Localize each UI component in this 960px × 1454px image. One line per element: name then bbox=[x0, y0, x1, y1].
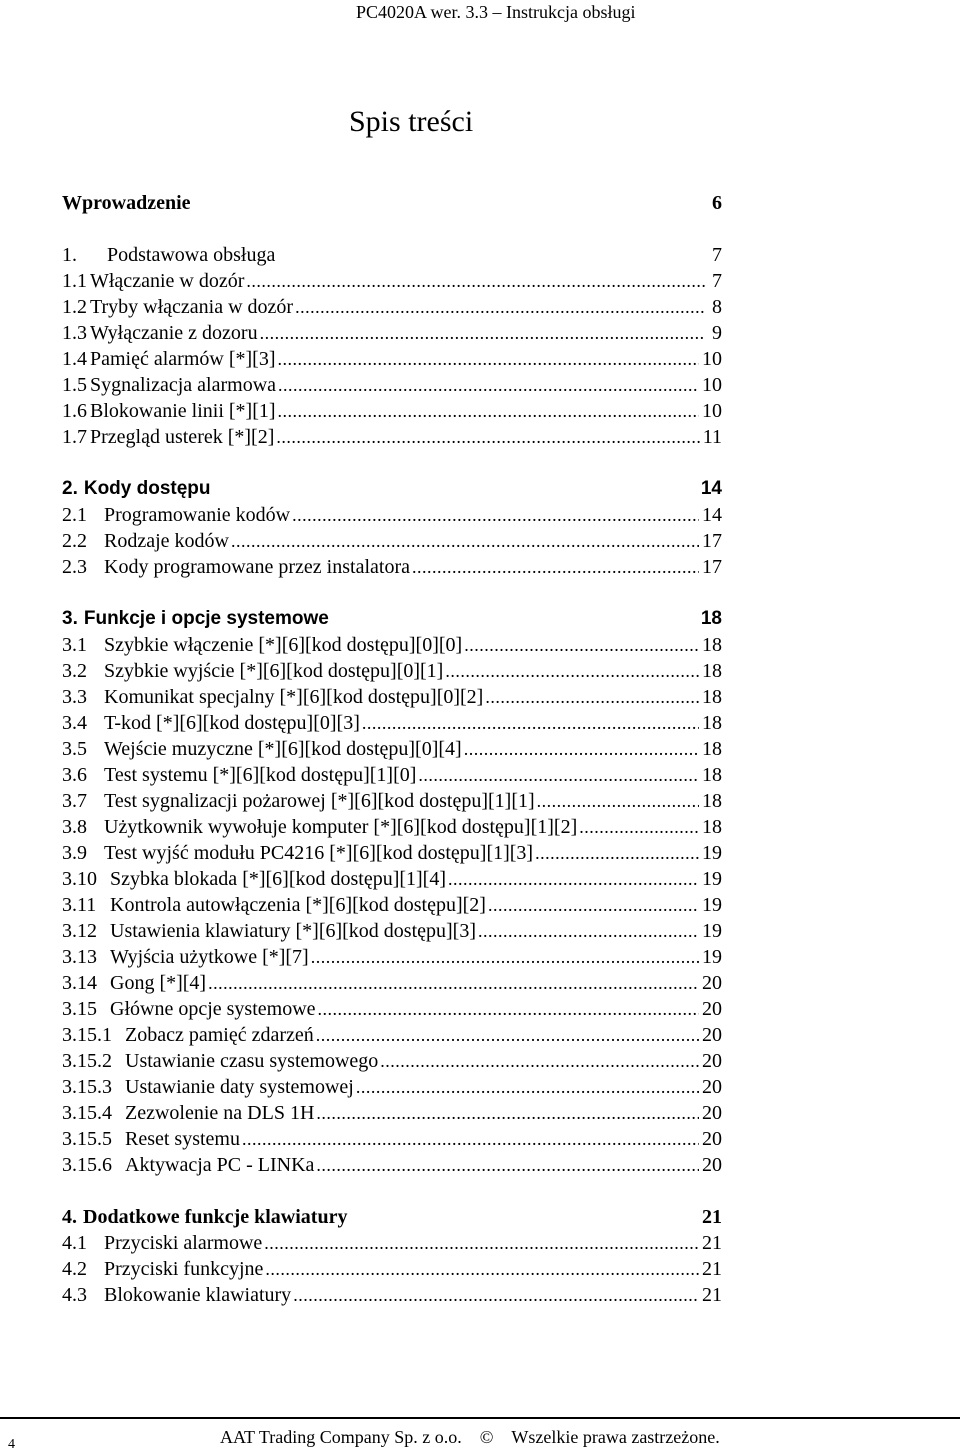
toc-section bbox=[62, 1204, 722, 1308]
toc-entry-page: 10 bbox=[702, 348, 722, 370]
toc-entry[interactable] bbox=[62, 684, 722, 710]
toc-entry[interactable] bbox=[62, 1152, 722, 1178]
toc-heading-page: 7 bbox=[712, 244, 722, 266]
toc-heading-gap bbox=[275, 242, 708, 268]
toc-entry-label: Programowanie kodów bbox=[104, 504, 291, 526]
toc-entry[interactable] bbox=[62, 1282, 722, 1308]
toc-entry-number: 3.7 bbox=[62, 790, 87, 812]
toc-entry[interactable] bbox=[62, 502, 722, 528]
dot-leader bbox=[464, 736, 699, 762]
toc-entry-number: 1.6 bbox=[62, 400, 87, 422]
toc-entry-number: 4.3 bbox=[62, 1284, 87, 1306]
footer-page-number: 4 bbox=[8, 1437, 15, 1452]
toc-heading-page: 18 bbox=[700, 608, 722, 629]
toc-entry-label: Test wyjść modułu PC4216 [*][6][kod dostępu][1][3] bbox=[104, 842, 534, 864]
dot-leader bbox=[380, 1048, 699, 1074]
toc-entry-label: Reset systemu bbox=[125, 1128, 240, 1150]
dot-leader bbox=[485, 684, 699, 710]
toc-entry-label: Wyjścia użytkowe [*][7] bbox=[110, 946, 309, 968]
toc-entry-page: 18 bbox=[702, 712, 722, 734]
dot-leader bbox=[412, 554, 699, 580]
dot-leader bbox=[231, 528, 699, 554]
toc-entry-label: Gong [*][4] bbox=[110, 972, 207, 994]
toc-heading-gap bbox=[191, 190, 708, 216]
dot-leader bbox=[208, 970, 699, 996]
toc-entry-number: 3.15 bbox=[62, 998, 97, 1020]
toc-entry-label: Przyciski funkcyjne bbox=[104, 1258, 264, 1280]
toc-heading-label: Podstawowa obsługa bbox=[107, 244, 276, 266]
toc-entry-number: 1.5 bbox=[62, 374, 87, 396]
toc-heading-label: Funkcje i opcje systemowe bbox=[83, 608, 329, 629]
toc-entry-page: 10 bbox=[702, 374, 722, 396]
toc-entry[interactable] bbox=[62, 398, 722, 424]
dot-leader bbox=[316, 1100, 699, 1126]
toc-heading-number: 2. bbox=[62, 478, 78, 499]
toc-entry-page: 8 bbox=[712, 296, 722, 318]
toc-entry-page: 20 bbox=[702, 1024, 722, 1046]
toc-entry-number: 3.15.6 bbox=[62, 1154, 112, 1176]
toc-heading[interactable] bbox=[62, 476, 722, 502]
toc-heading-gap bbox=[211, 476, 701, 502]
toc-entry-label: Główne opcje systemowe bbox=[110, 998, 316, 1020]
toc-entry-label: Przegląd usterek [*][2] bbox=[90, 426, 275, 448]
toc-entry-page: 20 bbox=[702, 1050, 722, 1072]
toc-entry[interactable] bbox=[62, 944, 722, 970]
toc-entry[interactable] bbox=[62, 788, 722, 814]
toc-entry-page: 10 bbox=[702, 400, 722, 422]
toc-entry[interactable] bbox=[62, 892, 722, 918]
toc-entry-page: 17 bbox=[702, 556, 722, 578]
toc-entry-page: 19 bbox=[702, 946, 722, 968]
toc-entry-number: 3.3 bbox=[62, 686, 87, 708]
toc-heading-page: 14 bbox=[700, 478, 722, 499]
toc-entry[interactable] bbox=[62, 996, 722, 1022]
copyright-symbol: © bbox=[479, 1427, 494, 1447]
toc-entry-label: Szybkie włączenie [*][6][kod dostępu][0][0] bbox=[104, 634, 463, 656]
toc-heading-gap bbox=[329, 606, 701, 632]
toc-entry-label: Test systemu [*][6][kod dostępu][1][0] bbox=[104, 764, 417, 786]
toc-entry-page: 19 bbox=[702, 920, 722, 942]
toc-entry[interactable] bbox=[62, 554, 722, 580]
dot-leader bbox=[293, 1282, 699, 1308]
toc-entry-label: Tryby włączania w dozór bbox=[90, 296, 294, 318]
dot-leader bbox=[278, 398, 699, 424]
toc-entry-page: 20 bbox=[702, 1102, 722, 1124]
dot-leader bbox=[246, 268, 705, 294]
toc-entry-number: 3.13 bbox=[62, 946, 97, 968]
toc-entry-number: 2.3 bbox=[62, 556, 87, 578]
dot-leader bbox=[260, 320, 705, 346]
toc-entry-label: Ustawienia klawiatury [*][6][kod dostępu][3] bbox=[110, 920, 476, 942]
toc-entry[interactable] bbox=[62, 814, 722, 840]
toc-entry-label: Zezwolenie na DLS 1H bbox=[125, 1102, 315, 1124]
toc-entry[interactable] bbox=[62, 970, 722, 996]
toc-entry[interactable] bbox=[62, 1100, 722, 1126]
toc-entry-label: Włączanie w dozór bbox=[90, 270, 245, 292]
toc-entry-page: 19 bbox=[702, 894, 722, 916]
dot-leader bbox=[278, 372, 699, 398]
toc-entry[interactable] bbox=[62, 1230, 722, 1256]
toc-entry-label: Blokowanie linii [*][1] bbox=[90, 400, 276, 422]
toc-entry-number: 3.15.3 bbox=[62, 1076, 112, 1098]
toc-entry-number: 2.2 bbox=[62, 530, 87, 552]
toc-entry[interactable] bbox=[62, 736, 722, 762]
toc-entry-page: 14 bbox=[702, 504, 722, 526]
dot-leader bbox=[292, 502, 699, 528]
toc-heading-label: Kody dostępu bbox=[83, 478, 211, 499]
running-header: PC4020A wer. 3.3 – Instrukcja obsługi bbox=[356, 2, 636, 22]
toc-entry[interactable] bbox=[62, 1048, 722, 1074]
toc-entry-label: Użytkownik wywołuje komputer [*][6][kod dostępu][1][2] bbox=[104, 816, 578, 838]
toc-entry[interactable] bbox=[62, 918, 722, 944]
toc-heading[interactable] bbox=[62, 242, 722, 268]
dot-leader bbox=[488, 892, 699, 918]
dot-leader bbox=[478, 918, 699, 944]
toc-entry-page: 20 bbox=[702, 998, 722, 1020]
dot-leader bbox=[418, 762, 699, 788]
toc-entry-page: 18 bbox=[702, 764, 722, 786]
toc-entry[interactable] bbox=[62, 346, 722, 372]
toc-entry-number: 3.14 bbox=[62, 972, 97, 994]
toc-section bbox=[62, 606, 722, 1178]
toc-entry-page: 9 bbox=[712, 322, 722, 344]
toc-entry[interactable] bbox=[62, 320, 722, 346]
toc-heading-number: 4. bbox=[62, 1206, 77, 1228]
toc-entry-page: 18 bbox=[702, 660, 722, 682]
toc-entry[interactable] bbox=[62, 1022, 722, 1048]
toc-entry-number: 3.2 bbox=[62, 660, 87, 682]
toc-entry[interactable] bbox=[62, 1126, 722, 1152]
footer bbox=[220, 1426, 720, 1448]
toc-entry-page: 20 bbox=[702, 1154, 722, 1176]
toc-entry[interactable] bbox=[62, 268, 722, 294]
toc-entry-page: 20 bbox=[702, 1128, 722, 1150]
toc-entry-label: Komunikat specjalny [*][6][kod dostępu][0][2] bbox=[104, 686, 484, 708]
dot-leader bbox=[316, 1022, 699, 1048]
toc-entry-label: Rodzaje kodów bbox=[104, 530, 229, 552]
toc-heading-label: Dodatkowe funkcje klawiatury bbox=[83, 1206, 348, 1228]
toc-entry[interactable] bbox=[62, 762, 722, 788]
toc-entry-label: Wyłączanie z dozoru bbox=[90, 322, 258, 344]
dot-leader bbox=[242, 1126, 699, 1152]
toc-heading-gap bbox=[347, 1204, 702, 1230]
toc-entry-number: 3.11 bbox=[62, 894, 97, 916]
toc-entry-page: 20 bbox=[702, 1076, 722, 1098]
toc-entry[interactable] bbox=[62, 658, 722, 684]
toc-entry-page: 18 bbox=[702, 686, 722, 708]
toc-entry-number: 3.15.2 bbox=[62, 1050, 112, 1072]
dot-leader bbox=[311, 944, 699, 970]
toc-entry[interactable] bbox=[62, 866, 722, 892]
dot-leader bbox=[277, 346, 699, 372]
toc-entry-label: Ustawianie daty systemowej bbox=[125, 1076, 354, 1098]
dot-leader bbox=[579, 814, 699, 840]
toc-entry-number: 3.12 bbox=[62, 920, 97, 942]
dot-leader bbox=[276, 424, 699, 450]
toc-entry-label: Sygnalizacja alarmowa bbox=[90, 374, 277, 396]
footer-divider bbox=[0, 1417, 960, 1419]
dot-leader bbox=[445, 658, 699, 684]
toc-heading-number: 1. bbox=[62, 244, 77, 266]
toc-entry-page: 18 bbox=[702, 738, 722, 760]
toc-entry-label: Test sygnalizacji pożarowej [*][6][kod dostępu][1][1] bbox=[104, 790, 535, 812]
dot-leader bbox=[448, 866, 699, 892]
toc-section bbox=[62, 190, 722, 216]
toc-entry[interactable] bbox=[62, 1256, 722, 1282]
dot-leader bbox=[295, 294, 705, 320]
toc-entry[interactable] bbox=[62, 528, 722, 554]
toc-entry-label: Kody programowane przez instalatora bbox=[104, 556, 410, 578]
toc-entry-label: Szybka blokada [*][6][kod dostępu][1][4] bbox=[110, 868, 447, 890]
toc-entry[interactable] bbox=[62, 294, 722, 320]
toc-heading-page: 21 bbox=[702, 1206, 722, 1228]
toc-heading[interactable] bbox=[62, 190, 722, 216]
table-of-contents bbox=[62, 190, 722, 1308]
toc-entry-label: Pamięć alarmów [*][3] bbox=[90, 348, 276, 370]
toc-entry-number: 3.6 bbox=[62, 764, 87, 786]
toc-entry-label: Blokowanie klawiatury bbox=[104, 1284, 292, 1306]
toc-entry-number: 1.2 bbox=[62, 296, 87, 318]
toc-section bbox=[62, 242, 722, 450]
toc-entry-page: 18 bbox=[702, 790, 722, 812]
dot-leader bbox=[265, 1256, 699, 1282]
toc-entry-number: 3.15.1 bbox=[62, 1024, 112, 1046]
dot-leader bbox=[356, 1074, 699, 1100]
toc-heading-page: 6 bbox=[712, 192, 722, 214]
toc-entry-page: 20 bbox=[702, 972, 722, 994]
toc-heading-number: 3. bbox=[62, 608, 78, 629]
toc-entry-number: 1.3 bbox=[62, 322, 87, 344]
toc-entry[interactable] bbox=[62, 840, 722, 866]
toc-entry-number: 3.1 bbox=[62, 634, 87, 656]
toc-entry-label: Ustawianie czasu systemowego bbox=[125, 1050, 379, 1072]
toc-section bbox=[62, 476, 722, 580]
toc-entry-page: 21 bbox=[702, 1284, 722, 1306]
dot-leader bbox=[316, 1152, 699, 1178]
toc-entry-number: 3.15.4 bbox=[62, 1102, 112, 1124]
toc-entry[interactable] bbox=[62, 632, 722, 658]
toc-entry[interactable] bbox=[62, 424, 722, 450]
toc-heading[interactable] bbox=[62, 606, 722, 632]
toc-entry-label: Szybkie wyjście [*][6][kod dostępu][0][1] bbox=[104, 660, 444, 682]
toc-entry-label: Zobacz pamięć zdarzeń bbox=[125, 1024, 314, 1046]
toc-entry-number: 3.15.5 bbox=[62, 1128, 112, 1150]
toc-heading-label: Wprowadzenie bbox=[62, 192, 191, 214]
toc-entry-number: 3.8 bbox=[62, 816, 87, 838]
toc-entry[interactable] bbox=[62, 1074, 722, 1100]
dot-leader bbox=[318, 996, 699, 1022]
toc-entry-page: 17 bbox=[702, 530, 722, 552]
toc-heading[interactable] bbox=[62, 1204, 722, 1230]
toc-entry-page: 18 bbox=[702, 634, 722, 656]
toc-entry-label: Wejście muzyczne [*][6][kod dostępu][0][4] bbox=[104, 738, 462, 760]
dot-leader bbox=[464, 632, 699, 658]
footer-rights: Wszelkie prawa zastrzeżone. bbox=[511, 1427, 720, 1447]
toc-entry[interactable] bbox=[62, 372, 722, 398]
toc-entry-label: Przyciski alarmowe bbox=[104, 1232, 263, 1254]
dot-leader bbox=[362, 710, 699, 736]
toc-entry-label: T-kod [*][6][kod dostępu][0][3] bbox=[104, 712, 360, 734]
dot-leader bbox=[535, 840, 699, 866]
toc-entry-page: 19 bbox=[702, 842, 722, 864]
toc-entry-page: 21 bbox=[702, 1258, 722, 1280]
toc-entry-page: 11 bbox=[702, 426, 722, 448]
toc-entry-number: 3.10 bbox=[62, 868, 97, 890]
toc-entry-label: Aktywacja PC - LINKa bbox=[125, 1154, 315, 1176]
dot-leader bbox=[537, 788, 699, 814]
toc-entry-page: 21 bbox=[702, 1232, 722, 1254]
toc-entry-number: 3.9 bbox=[62, 842, 87, 864]
toc-entry[interactable] bbox=[62, 710, 722, 736]
toc-entry-number: 1.4 bbox=[62, 348, 87, 370]
toc-entry-page: 18 bbox=[702, 816, 722, 838]
toc-entry-number: 4.1 bbox=[62, 1232, 87, 1254]
toc-entry-number: 1.7 bbox=[62, 426, 87, 448]
dot-leader bbox=[264, 1230, 699, 1256]
toc-entry-number: 2.1 bbox=[62, 504, 87, 526]
toc-entry-label: Kontrola autowłączenia [*][6][kod dostępu][2] bbox=[110, 894, 486, 916]
toc-entry-number: 3.4 bbox=[62, 712, 87, 734]
footer-company: AAT Trading Company Sp. z o.o. bbox=[220, 1427, 462, 1447]
toc-entry-number: 4.2 bbox=[62, 1258, 87, 1280]
toc-entry-page: 7 bbox=[712, 270, 722, 292]
page-title: Spis treści bbox=[349, 105, 474, 138]
toc-entry-number: 3.5 bbox=[62, 738, 87, 760]
toc-entry-page: 19 bbox=[702, 868, 722, 890]
toc-entry-number: 1.1 bbox=[62, 270, 87, 292]
